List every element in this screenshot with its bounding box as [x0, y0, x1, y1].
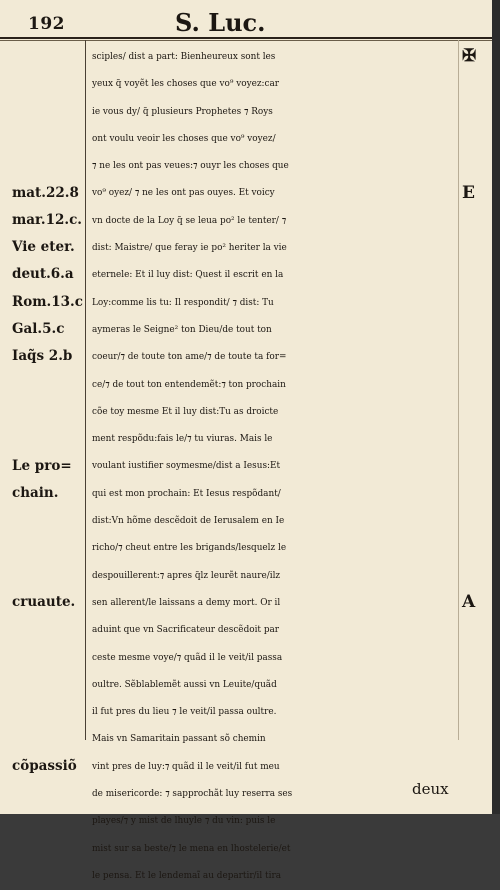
- text-line: ie vous dy/ q̃ plusieurs Prophetes ⁊ Roys: [92, 106, 273, 117]
- page-number: 192: [28, 14, 65, 34]
- margin-note: Gal.5.c: [12, 321, 65, 337]
- text-line: le pensa. Et le lendemaĩ au departir/il tira: [92, 870, 281, 881]
- header-rule: [0, 37, 500, 39]
- margin-note: deut.6.a: [12, 266, 74, 283]
- text-line: oultre. Sẽblablemẽt aussi vn Leuite/quãd: [92, 679, 277, 690]
- text-line: cõe toy mesme Et il luy dist:Tu as droicte: [92, 406, 279, 417]
- text-line: coeur/⁊ de toute ton ame/⁊ de toute ta for=: [92, 352, 287, 363]
- text-line: qui est mon prochain: Et Iesus respõdant/: [92, 488, 281, 499]
- margin-note: cruaute.: [12, 594, 76, 610]
- text-line: vo⁹ oyez/ ⁊ ne les ont pas ouyes. Et voicy: [92, 188, 275, 199]
- text-line: aymeras le Seigne² ton Dieu/de tout ton: [92, 324, 272, 335]
- text-line: Loy:comme lis tu: Il respondit/ ⁊ dist: Tu: [92, 297, 274, 308]
- text-line: dist:Vn hõme descẽdoit de Ierusalem en Ie: [92, 516, 285, 527]
- margin-note: mat.22.8: [12, 184, 79, 201]
- margin-note: cõpassiõ: [12, 757, 77, 774]
- text-line: il fut pres du lieu ⁊ le veit/il passa oultre.: [92, 707, 277, 718]
- right-margin-mark: E: [462, 182, 475, 203]
- text-line: dist: Maistre/ que feray ie po² heriter la vie: [92, 243, 287, 254]
- text-line: vint pres de luy:⁊ quãd il le veit/il fut meu: [92, 761, 280, 772]
- catchword: deux: [412, 780, 449, 798]
- text-line: aduint que vn Sacrificateur descẽdoit par: [92, 625, 280, 636]
- text-line: ⁊ ne les ont pas veues:⁊ ouyr les choses que: [92, 161, 289, 172]
- body-text: [92, 44, 462, 890]
- page-header: [0, 8, 500, 36]
- margin-note: Iaq̃s 2.b: [12, 348, 73, 365]
- text-line: yeux q̃ voyẽt les choses que vo⁹ voyez:car: [92, 79, 279, 90]
- text-line: voulant iustifier soymesme/dist a Iesus:Et: [92, 461, 281, 472]
- viewer-edge: [492, 0, 500, 814]
- text-line: ceste mesme voye/⁊ quãd il le veit/il passa: [92, 652, 283, 663]
- margin-note: Le pro=: [12, 457, 72, 474]
- right-margin-mark: A: [462, 592, 476, 612]
- text-line: despouillerent:⁊ apres q̃lz leurẽt naure/ilz: [92, 570, 281, 581]
- text-line: vn docte de la Loy q̃ se leua po² le tenter/ ⁊: [92, 215, 287, 226]
- text-line: ment respõdu:fais le/⁊ tu viuras. Mais le: [92, 434, 273, 445]
- margin-note: mar.12.c.: [12, 211, 83, 228]
- text-line: richo/⁊ cheut entre les brigands/lesquelz le: [92, 543, 287, 554]
- margin-note: chain.: [12, 484, 59, 501]
- text-line: Mais vn Samaritain passant sõ chemin: [92, 734, 266, 745]
- margin-rule: [85, 40, 86, 740]
- margin-note: Vie eter.: [12, 239, 75, 256]
- text-line: sen allerent/le laissans a demy mort. Or il: [92, 597, 281, 608]
- text-line: sciples/ dist a part: Bienheureux sont les: [92, 52, 276, 62]
- text-line: de misericorde: ⁊ sapprochãt luy reserra ses: [92, 789, 293, 800]
- text-line: playes/⁊ y mist de lhuyle ⁊ du vin: puis le: [92, 816, 276, 827]
- right-margin-mark: ✠: [462, 46, 477, 66]
- margin-note: Rom.13.c: [12, 293, 83, 310]
- text-line: eternele: Et il luy dist: Quest il escrit en la: [92, 270, 284, 281]
- header-rule-thin: [0, 40, 500, 41]
- text-line: ont voulu veoir les choses que vo⁹ voyez/: [92, 133, 276, 144]
- running-head: S. Luc.: [175, 8, 266, 37]
- text-line: ce/⁊ de tout ton entendemẽt:⁊ ton prochain: [92, 379, 286, 390]
- text-line: mist sur sa beste/⁊ le mena en lhostelerie/et: [92, 843, 291, 854]
